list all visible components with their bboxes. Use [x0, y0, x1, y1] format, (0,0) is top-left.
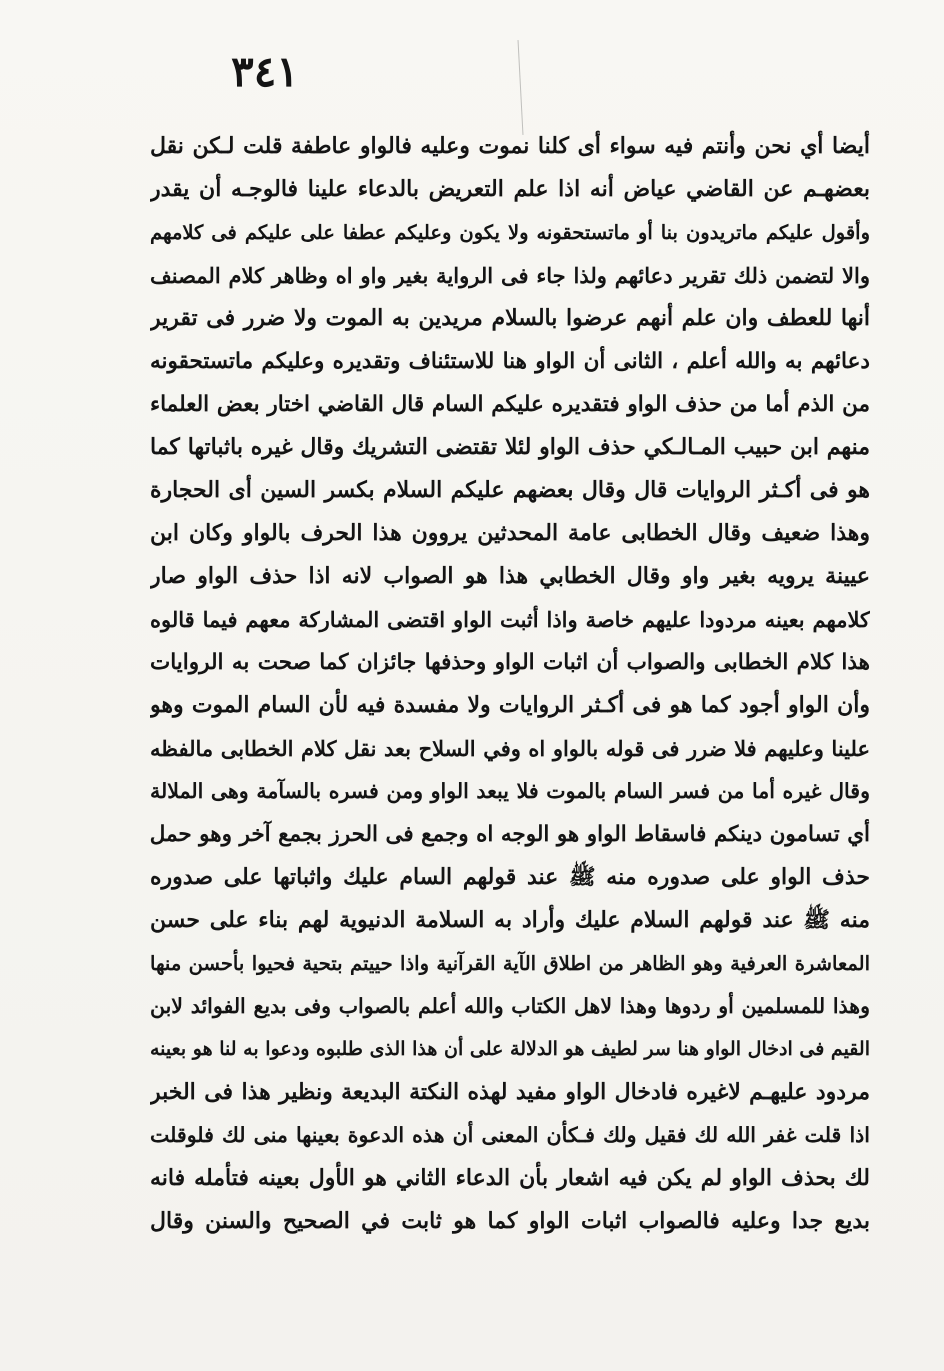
text-line: والا لتضمن ذلك تقرير دعائهم ولذا جاء فى الرواية بغير واو اه وظاهر كلام المصنف [150, 263, 870, 288]
body-text [150, 125, 870, 1243]
text-line: كلامهم بعينه مردودا عليهم خاصة واذا أثبت الواو اقتضى المشاركة معهم فيما قالوه [150, 607, 870, 632]
text-line: لك بحذف الواو لم يكن فيه اشعار بأن الدعاء الثاني هو الأول بعينه فتأمله فانه [150, 1165, 870, 1191]
text-line: بعضهـم عن القاضي عياض أنه اذا علم التعريض بالدعاء علينا فالوجـه أن يقدر [150, 176, 870, 202]
page-number: ٣٤١ [231, 47, 299, 96]
text-line: أي تسامون دينكم فاسقاط الواو هو الوجه اه وجمع فى الحرز بجمع آخر وهو حمل [150, 822, 870, 847]
text-line: منه ﷺ عند قولهم السلام عليك وأراد به السلامة الدنيوية لهم بناء على حسن [150, 907, 870, 933]
text-line: وقال غيره أما من فسر السام بالموت فلا يبعد الواو ومن فسره بالسآمة وهى الملالة [150, 779, 870, 803]
text-line: هو فى أكـثر الروايات قال وقال بعضهم عليكم السلام بكسر السين أى الحجارة [150, 477, 870, 503]
text-line: اذا قلت غفر الله لك فقيل ولك فـكأن المعنى أن هذه الدعوة بعينها منى لك فلوقلت [150, 1123, 870, 1147]
text-line: علينا وعليهم فلا ضرر فى قوله بالواو اه وفي السلاح بعد نقل كلام الخطابى مالفظه [150, 736, 870, 761]
text-line: مردود عليهـم لاغيره فادخال الواو مفيد لهذه النكتة البديعة ونظير هذا فى الخبر [150, 1079, 870, 1105]
text-line: المعاشرة العرفية وهو الظاهر من اطلاق الآية القرآنية واذا حييتم بتحية فحيوا بأحسن منها [150, 952, 870, 975]
text-line: وهذا ضعيف وقال الخطابى عامة المحدثين يروون هذا الحرف بالواو وكان ابن [150, 520, 870, 546]
text-line: من الذم أما من حذف الواو فتقديره عليكم السام قال القاضي اختار بعض العلماء [150, 392, 870, 417]
text-line: أنها للعطف وان علم أنهم عرضوا بالسلام مريدين به الموت ولا ضرر فى تقرير [150, 305, 870, 331]
text-line: أيضا أي نحن وأنتم فيه سواء أى كلنا نموت وعليه فالواو عاطفة قلت لـكن نقل [150, 133, 870, 159]
text-line: القيم فى ادخال الواو هنا سر لطيف هو الدلالة على أن هذا الذى طلبوه ودعوا به لنا هو بعينه [150, 1038, 870, 1060]
text-line: منهم ابن حبيب المـالـكي حذف الواو لئلا تقتضى التشريك وقال غيره باثباتها كما [150, 434, 870, 460]
text-line: عيينة يرويه بغير واو وقال الخطابي هذا هو الصواب لانه اذا حذف الواو صار [150, 563, 870, 589]
text-line: وأقول عليكم ماتريدون بنا أو ماتستحقونه ولا يكون وعليكم عطفا على عليكم فى كلامهم [150, 221, 870, 244]
text-line: دعائهم به والله أعلم ، الثانى أن الواو هنا للاستئناف وتقديره وعليكم ماتستحقونه [150, 349, 870, 374]
text-line: وأن الواو أجود كما هو فى أكـثر الروايات ولا مفسدة فيه لأن السام الموت وهو [150, 692, 870, 718]
page-fold-line [518, 40, 524, 135]
text-line: بديع جدا وعليه فالصواب اثبات الواو كما هو ثابت في الصحيح والسنن وقال [150, 1208, 870, 1234]
text-line: هذا كلام الخطابى والصواب أن اثبات الواو وحذفها جائزان كما صحت به الروايات [150, 650, 870, 675]
text-line: وهذا للمسلمين أو ردوها وهذا لاهل الكتاب والله أعلم بالصواب وفى بديع الفوائد لابن [150, 994, 870, 1018]
text-line: حذف الواو على صدوره منه ﷺ عند قولهم السام عليك واثباتها على صدوره [150, 864, 870, 890]
